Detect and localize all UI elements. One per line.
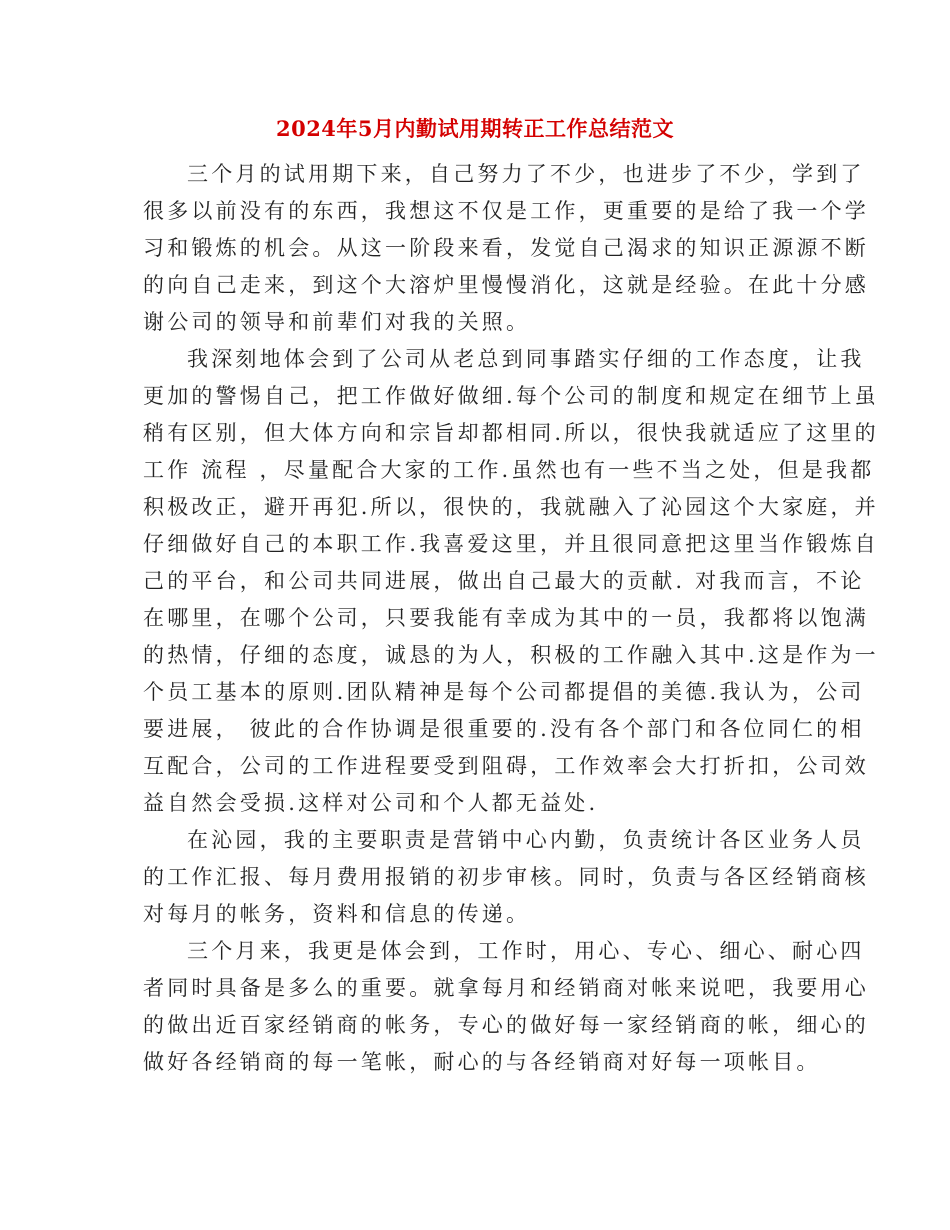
text-line: 的做出近百家经销商的帐务，专心的做好每一家经销商的帐，细心的 — [143, 1013, 869, 1037]
text-line: 者同时具备是多么的重要。就拿每月和经销商对帐来说吧，我要用心 — [143, 976, 869, 1000]
text-line: 益自然会受损.这样对公司和个人都无益处. — [143, 791, 599, 815]
text-line: 积极改正，避开再犯.所以，很快的，我就融入了沁园这个大家庭，并 — [143, 495, 879, 519]
text-line: 的热情，仔细的态度，诚恳的为人，积极的工作融入其中.这是作为一 — [143, 643, 879, 667]
text-line: 互配合，公司的工作进程要受到阻碍，工作效率会大打折扣，公司效 — [143, 754, 869, 778]
text-line: 仔细做好自己的本职工作.我喜爱这里，并且很同意把这里当作锻炼自 — [143, 532, 879, 556]
paragraph-3 — [143, 822, 869, 933]
text-line: 做好各经销商的每一笔帐，耐心的与各经销商对好每一项帐目。 — [143, 1050, 821, 1074]
paragraph-2 — [143, 341, 879, 822]
text-line: 工作 流程 ，尽量配合大家的工作.虽然也有一些不当之处，但是我都 — [143, 458, 875, 482]
text-line: 三个月来，我更是体会到，工作时，用心、专心、细心、耐心四 — [187, 939, 865, 963]
paragraph-1 — [143, 156, 869, 341]
text-line: 在哪里，在哪个公司，只要我能有幸成为其中的一员，我都将以饱满 — [143, 606, 869, 630]
document-title: 2024年5月内勤试用期转正工作总结范文 — [275, 116, 675, 141]
text-line: 我深刻地体会到了公司从老总到同事踏实仔细的工作态度，让我 — [187, 347, 865, 371]
text-line: 要进展， 彼此的合作协调是很重要的.没有各个部门和各位同仁的相 — [143, 717, 865, 741]
text-line: 的向自己走来，到这个大溶炉里慢慢消化，这就是经验。在此十分感 — [143, 273, 869, 297]
text-line: 对每月的帐务，资料和信息的传递。 — [143, 902, 531, 926]
text-line: 己的平台，和公司共同进展，做出自己最大的贡献. 对我而言，不论 — [143, 569, 865, 593]
text-line: 三个月的试用期下来，自己努力了不少，也进步了不少，学到了 — [187, 162, 865, 186]
text-line: 更加的警惕自己，把工作做好做细.每个公司的制度和规定在细节上虽 — [143, 384, 879, 408]
text-line: 习和锻炼的机会。从这一阶段来看，发觉自己渴求的知识正源源不断 — [143, 236, 869, 260]
document-body — [143, 156, 879, 1081]
text-line: 稍有区别，但大体方向和宗旨却都相同.所以，很快我就适应了这里的 — [143, 421, 879, 445]
text-line: 谢公司的领导和前辈们对我的关照。 — [143, 310, 531, 334]
text-line: 在沁园，我的主要职责是营销中心内勤，负责统计各区业务人员 — [187, 828, 865, 852]
text-line: 很多以前没有的东西，我想这不仅是工作，更重要的是给了我一个学 — [143, 199, 869, 223]
text-line: 个员工基本的原则.团队精神是每个公司都提倡的美德.我认为，公司 — [143, 680, 865, 704]
text-line: 的工作汇报、每月费用报销的初步审核。同时，负责与各区经销商核 — [143, 865, 869, 889]
paragraph-4 — [143, 933, 869, 1081]
